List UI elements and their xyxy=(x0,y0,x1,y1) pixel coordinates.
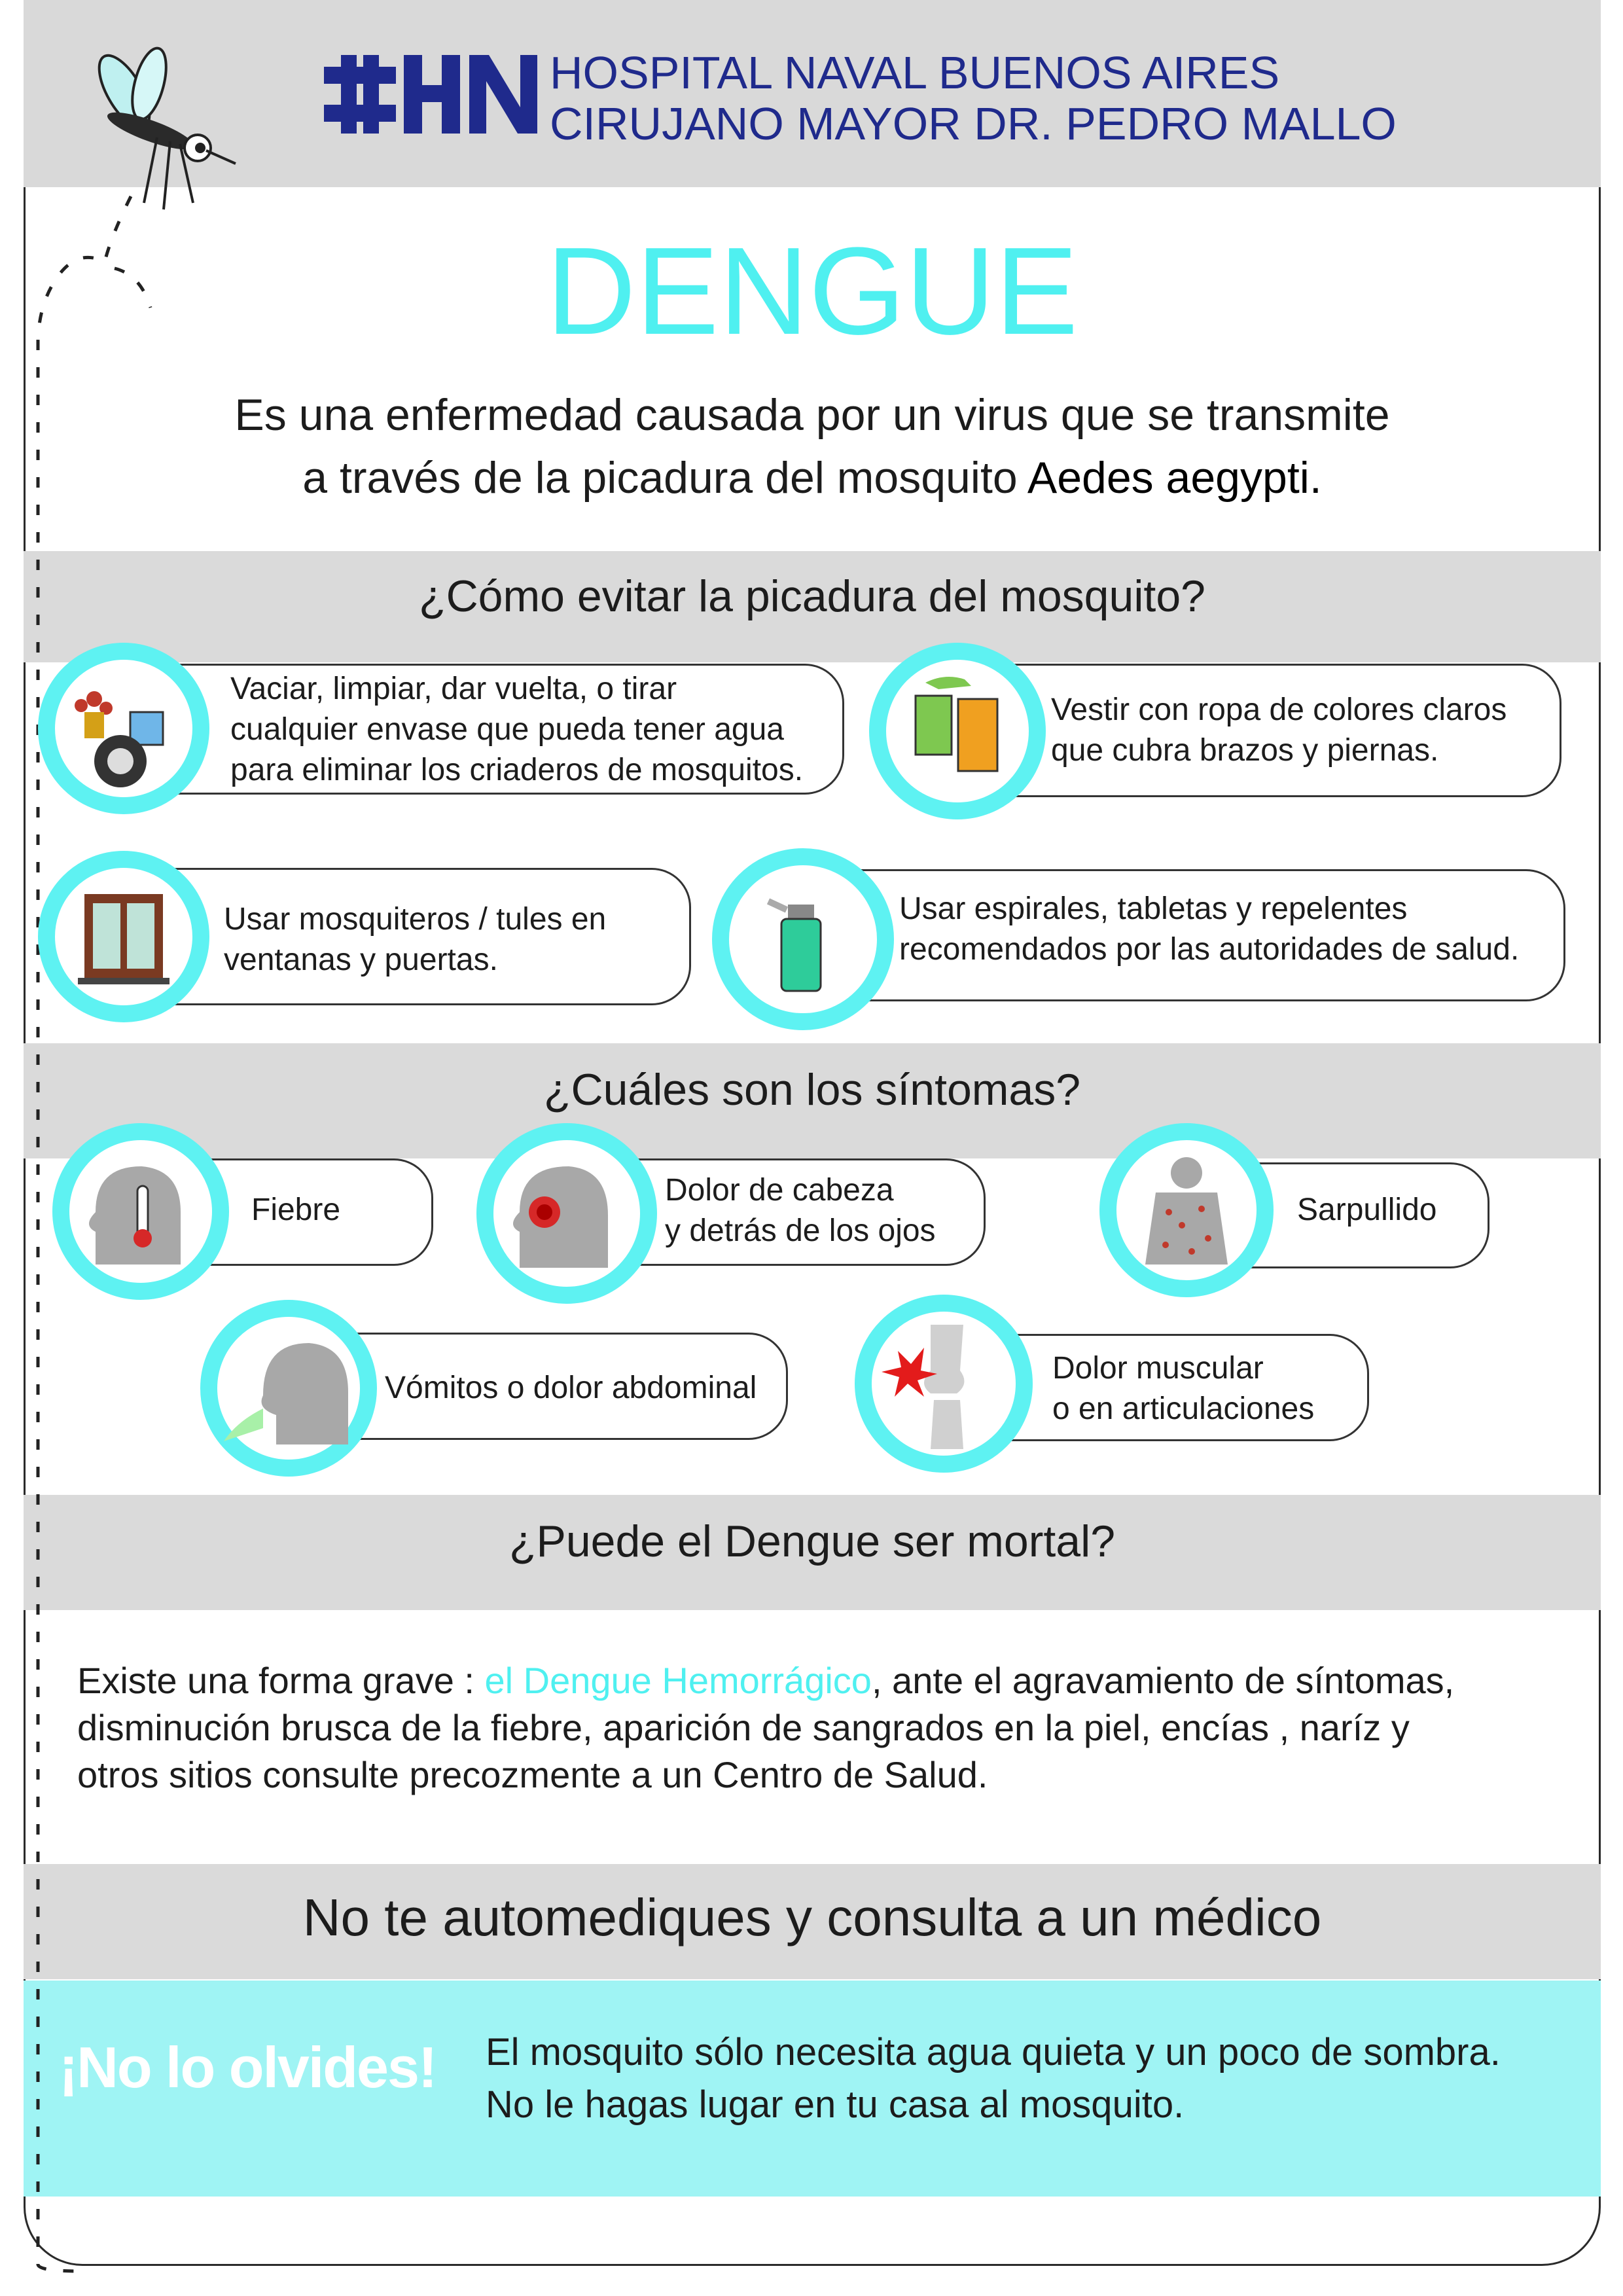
mortal-line-1-suffix: , ante el agravamiento de síntomas, xyxy=(871,1660,1455,1701)
symptom-text-4 xyxy=(385,1368,757,1408)
mortal-line-1-prefix: Existe una forma grave : xyxy=(77,1660,485,1701)
window-screen-icon xyxy=(38,851,209,1022)
hospital-line-1: HOSPITAL NAVAL BUENOS AIRES xyxy=(550,47,1280,98)
prevention-text-1 xyxy=(230,669,803,791)
mosquito-icon xyxy=(72,46,242,216)
headache-icon xyxy=(476,1123,657,1304)
symptom-5-line-2: o en articulaciones xyxy=(1052,1391,1315,1426)
symptom-2-line-2: y detrás de los ojos xyxy=(665,1213,936,1248)
prevention-1-line-3: para eliminar los criaderos de mosquitos. xyxy=(230,753,804,787)
advice-text: No te automediques y consulta a un médico xyxy=(302,1888,1322,1946)
page-title: DENGUE xyxy=(546,222,1079,361)
reminder-line-2: No le hagas lugar en tu casa al mosquito. xyxy=(486,2083,1185,2126)
mortal-line-3: otros sitios consulte precozmente a un Centro de Salud. xyxy=(77,1754,988,1795)
mortal-title: ¿Puede el Dengue ser mortal? xyxy=(508,1516,1116,1566)
prevention-1-line-1: Vaciar, limpiar, dar vuelta, o tirar xyxy=(230,672,677,706)
prevention-title: ¿Cómo evitar la picadura del mosquito? xyxy=(419,571,1205,621)
symptom-text-3 xyxy=(1297,1190,1436,1230)
mortal-text xyxy=(77,1657,1582,1799)
prevention-4-line-1: Usar espirales, tabletas y repelentes xyxy=(899,891,1408,926)
reminder-line-1: El mosquito sólo necesita agua quieta y un poco de sombra. xyxy=(486,2031,1501,2073)
intro-text xyxy=(24,384,1601,509)
containers-icon xyxy=(38,643,209,814)
prevention-3-line-1: Usar mosquiteros / tules en xyxy=(224,902,607,937)
reminder-label: ¡No lo olvides! xyxy=(59,2035,437,2100)
intro-line-1: Es una enfermedad causada por un virus que se transmite xyxy=(234,390,1390,440)
species-name: Aedes aegypti. xyxy=(1027,453,1322,503)
symptom-5-line-1: Dolor muscular xyxy=(1052,1351,1264,1386)
intro-line-2-prefix: a través de la picadura del mosquito xyxy=(302,453,1027,503)
prevention-3-line-2: ventanas y puertas. xyxy=(224,942,498,977)
prevention-2-line-2: que cubra brazos y piernas. xyxy=(1051,733,1439,768)
hospital-line-2: CIRUJANO MAYOR DR. PEDRO MALLO xyxy=(550,98,1397,149)
prevention-text-2 xyxy=(1051,690,1507,771)
hospital-name xyxy=(550,47,1397,149)
symptom-1-line-1: Fiebre xyxy=(251,1193,341,1227)
hospital-logo-icon xyxy=(324,55,540,140)
symptoms-title: ¿Cuáles son los síntomas? xyxy=(543,1065,1081,1115)
mortal-line-2: disminución brusca de la fiebre, aparición de sangrados en la piel, encías , naríz y xyxy=(77,1707,1410,1748)
symptom-text-2 xyxy=(665,1170,936,1251)
symptom-3-line-1: Sarpullido xyxy=(1297,1193,1437,1227)
symptom-text-5 xyxy=(1052,1348,1314,1429)
thermometer-head-icon xyxy=(52,1123,229,1300)
vomit-icon xyxy=(200,1300,377,1477)
hemorrhagic-highlight: el Dengue Hemorrágico xyxy=(484,1660,872,1701)
prevention-text-4 xyxy=(899,889,1519,970)
symptom-text-1 xyxy=(251,1190,340,1230)
intro-line-2 xyxy=(24,446,1601,509)
reminder-text xyxy=(486,2026,1501,2131)
clothes-icon xyxy=(869,643,1046,819)
symptom-4-line-1: Vómitos o dolor abdominal xyxy=(385,1371,757,1405)
repellent-spray-icon xyxy=(712,848,894,1030)
rash-body-icon xyxy=(1099,1123,1274,1297)
prevention-4-line-2: recomendados por las autoridades de salud. xyxy=(899,932,1520,967)
joint-pain-icon xyxy=(855,1295,1033,1473)
mortal-line-1 xyxy=(77,1657,1582,1704)
symptom-2-line-1: Dolor de cabeza xyxy=(665,1173,894,1208)
prevention-text-3 xyxy=(224,899,606,980)
prevention-1-line-2: cualquier envase que pueda tener agua xyxy=(230,712,784,747)
prevention-2-line-1: Vestir con ropa de colores claros xyxy=(1051,692,1507,727)
